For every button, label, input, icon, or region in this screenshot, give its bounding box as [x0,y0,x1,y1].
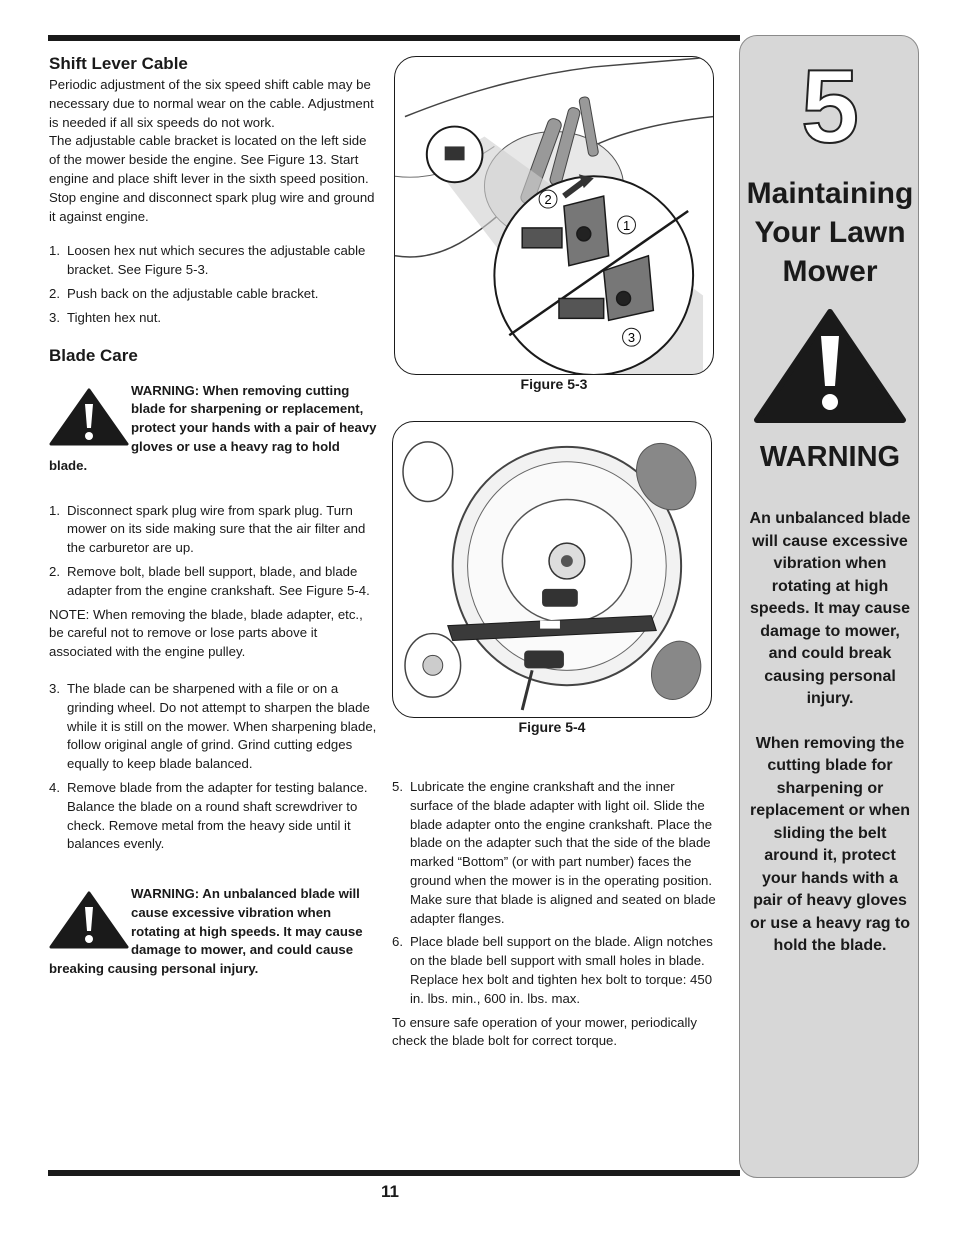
figure-5-3 [394,56,714,375]
top-rule [48,35,740,41]
warning-triangle-icon [49,891,129,949]
chapter-title: Maintaining Your Lawn Mower [746,177,914,288]
callout-1: 1 [622,217,631,233]
blade-warning-1: WARNING: When removing cutting blade for sharpening or replacement, protect your hands with a pair of heavy gloves or use a heavy rag to hold blade. [49,382,377,473]
callout-3: 3 [627,330,636,346]
shift-para-1: Periodic adjustment of the six speed shift cable may be necessary due to normal wear on the cable. Adjustment is needed if all six speeds do not work. [49,77,374,130]
warning-triangle-icon [49,388,129,446]
list-item: 4. Remove blade from the adapter for testing balance. Balance the blade on a round shaft screwdriver to check. Remove metal from the heavy side until it balances evenly. [49,779,368,852]
list-item: 2. Push back on the adjustable cable bracket. [49,285,319,301]
blade-steps-b [49,680,381,854]
shift-steps [49,242,381,327]
list-item: 2. Remove bolt, blade bell support, blade, and blade adapter from the engine crankshaft. See Figure 5-4. [49,563,370,598]
list-item: 1. Loosen hex nut which secures the adjustable cable bracket. See Figure 5-3. [49,243,366,278]
warning-triangle-icon [753,308,907,424]
list-item: 3. Tighten hex nut. [49,309,162,325]
mower-underside-illustration [393,422,711,717]
warning-heading: WARNING [759,441,901,473]
blade-care-heading: Blade Care [49,345,138,365]
bottom-rule [48,1170,740,1176]
blade-steps-c [392,778,717,1009]
shift-cable-bracket-illustration [395,57,713,374]
chapter-sidebar [739,35,919,1178]
list-item: 1. Disconnect spark plug wire from spark plug. Turn mower on its side making sure that the air filter and the carburetor are up. [49,502,366,556]
figure-5-4 [392,421,712,718]
list-item: 6. Place blade bell support on the blade. Align notches on the blade bell support with small holes in blade. Replace hex bolt and tighten hex bolt to torque: 450 in. lbs. min., 600 in. lbs. max. [392,934,713,1006]
page-number: 11 [381,1182,399,1201]
middle-column [392,778,717,1051]
shift-para-2: The adjustable cable bracket is located on the left side of the mower beside the engine. See Figure 13. Start engine and place shift lever in the sixth speed position. Stop engine and disconnect spark plug wire and ground it against engine. [49,133,375,224]
sidebar-warning-1: An unbalanced blade will cause excessive vibration when rotating at high speeds. It may cause damage to mower, and could break causing personal injury. [749,510,911,707]
list-item: 5. Lubricate the engine crankshaft and the inner surface of the blade adapter with light oil. Slide the blade adapter onto the engine crankshaft. Place the blade on the adapter such that the side of the blade marked “Bottom” (or with part number) faces the ground when the mower is in the operating position. Make sure that blade is aligned and seated on blade adapter flanges. [392,779,716,926]
sidebar-warning-2: When removing the cutting blade for sharpening or replacement or when sliding the belt around it, protect your hands with a pair of heavy gloves or use a heavy rag to hold the blade. [749,734,911,954]
closing-note: To ensure safe operation of your mower, periodically check the blade bolt for correct torque. [392,1014,697,1049]
blade-steps-a [49,502,381,601]
shift-lever-heading: Shift Lever Cable [49,54,188,73]
blade-warning-2: WARNING: An unbalanced blade will cause excessive vibration when rotating at high speeds. It may cause damage to mower, and could cause breaking causing personal injury. [49,886,363,977]
blade-note: NOTE: When removing the blade, blade adapter, etc., be careful not to remove or lose parts above it associated with the engine pulley. [49,606,363,660]
figure-5-4-caption: Figure 5-4 [518,719,586,735]
left-column [49,53,381,979]
chapter-number: 5 [801,49,859,165]
figure-5-3-caption: Figure 5-3 [520,376,588,392]
callout-2: 2 [544,192,552,208]
sidebar-warning-text [748,508,912,958]
list-item: 3. The blade can be sharpened with a file or on a grinding wheel. Do not attempt to sharpen the blade while it is still on the mower. When sharpening blade, follow original angle of grind. Grind cutting edges equally to keep blade balanced. [49,680,377,772]
